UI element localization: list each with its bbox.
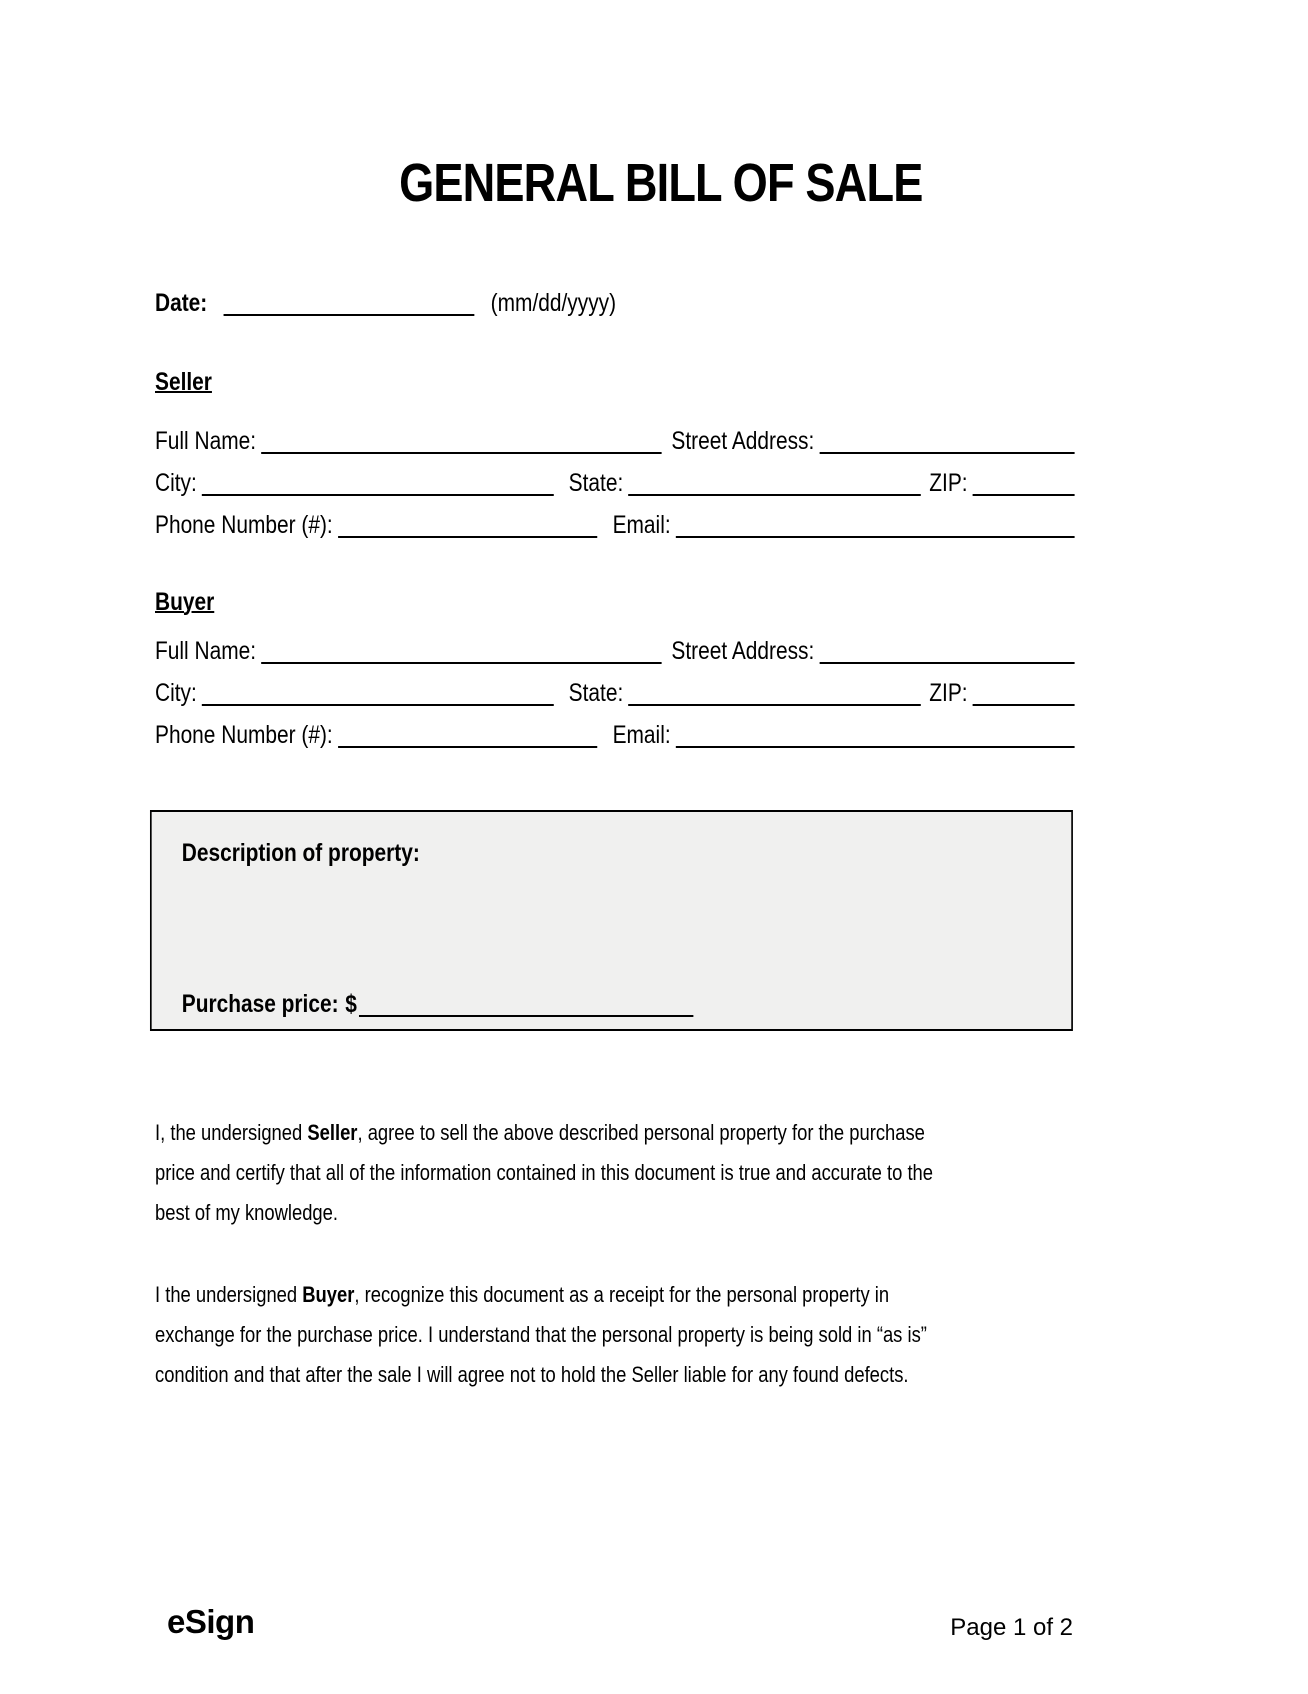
description-of-property-label: Description of property:: [181, 839, 420, 867]
seller-zip-label: ZIP:: [929, 469, 968, 497]
buyer-agreement-paragraph: I the undersigned Buyer, recognize this document as a receipt for the personal property in exchange for the purchase price. I understand that the personal property is being sold in “as is” condition and that after the sale I will agree not to hold the Seller liable for any found defects.: [155, 1282, 927, 1387]
seller-phone-label: Phone Number (#):: [155, 511, 333, 539]
date-label: Date:: [155, 289, 208, 317]
purchase-price-row: [182, 989, 693, 1019]
buyer-zip-label: ZIP:: [929, 679, 968, 707]
purchase-price-line[interactable]: [359, 1013, 693, 1017]
buyer-street-address-line[interactable]: [819, 660, 1074, 664]
seller-phone-row: [155, 510, 1075, 540]
buyer-state-line[interactable]: [628, 702, 921, 706]
seller-zip-line[interactable]: [973, 492, 1075, 496]
date-format-hint: (mm/dd/yyyy): [490, 289, 617, 317]
purchase-price-label: Purchase price:: [181, 990, 339, 1018]
buyer-zip-line[interactable]: [973, 702, 1075, 706]
seller-street-address-line[interactable]: [819, 450, 1074, 454]
seller-state-line[interactable]: [628, 492, 921, 496]
seller-phone-line[interactable]: [338, 534, 598, 538]
buyer-email-line[interactable]: [676, 744, 1075, 748]
esign-logo: eSign: [167, 1603, 255, 1640]
currency-symbol: $: [345, 990, 357, 1018]
buyer-full-name-label: Full Name:: [155, 637, 257, 665]
seller-city-label: City:: [155, 469, 197, 497]
document-content: [155, 0, 1075, 1694]
buyer-city-row: [155, 678, 1075, 708]
seller-city-row: [155, 468, 1075, 498]
seller-street-address-label: Street Address:: [671, 427, 815, 455]
property-description-box: [150, 810, 1073, 1031]
buyer-city-label: City:: [155, 679, 197, 707]
seller-full-name-line[interactable]: [261, 450, 661, 454]
page-number: Page 1 of 2: [950, 1614, 1073, 1641]
buyer-phone-label: Phone Number (#):: [155, 721, 333, 749]
seller-agreement-paragraph: I, the undersigned Seller, agree to sell the above described personal property for the purchase price and certify that all of the information contained in this document is true and accurate to the best of my knowledge.: [155, 1120, 934, 1225]
buyer-email-label: Email:: [612, 721, 671, 749]
date-field-line[interactable]: [223, 312, 474, 316]
buyer-full-name-line[interactable]: [261, 660, 661, 664]
buyer-name-row: [155, 636, 1075, 666]
seller-name-row: [155, 426, 1075, 456]
buyer-street-address-label: Street Address:: [671, 637, 815, 665]
buyer-phone-row: [155, 720, 1075, 750]
seller-email-line[interactable]: [676, 534, 1075, 538]
seller-state-label: State:: [568, 469, 624, 497]
seller-full-name-label: Full Name:: [155, 427, 257, 455]
buyer-state-label: State:: [568, 679, 624, 707]
buyer-city-line[interactable]: [202, 702, 554, 706]
buyer-heading: Buyer: [155, 588, 215, 616]
document-title: GENERAL BILL OF SALE: [399, 153, 923, 213]
buyer-phone-line[interactable]: [338, 744, 598, 748]
seller-email-label: Email:: [612, 511, 671, 539]
seller-heading: Seller: [155, 368, 212, 396]
date-row: [155, 288, 1075, 318]
seller-city-line[interactable]: [202, 492, 554, 496]
